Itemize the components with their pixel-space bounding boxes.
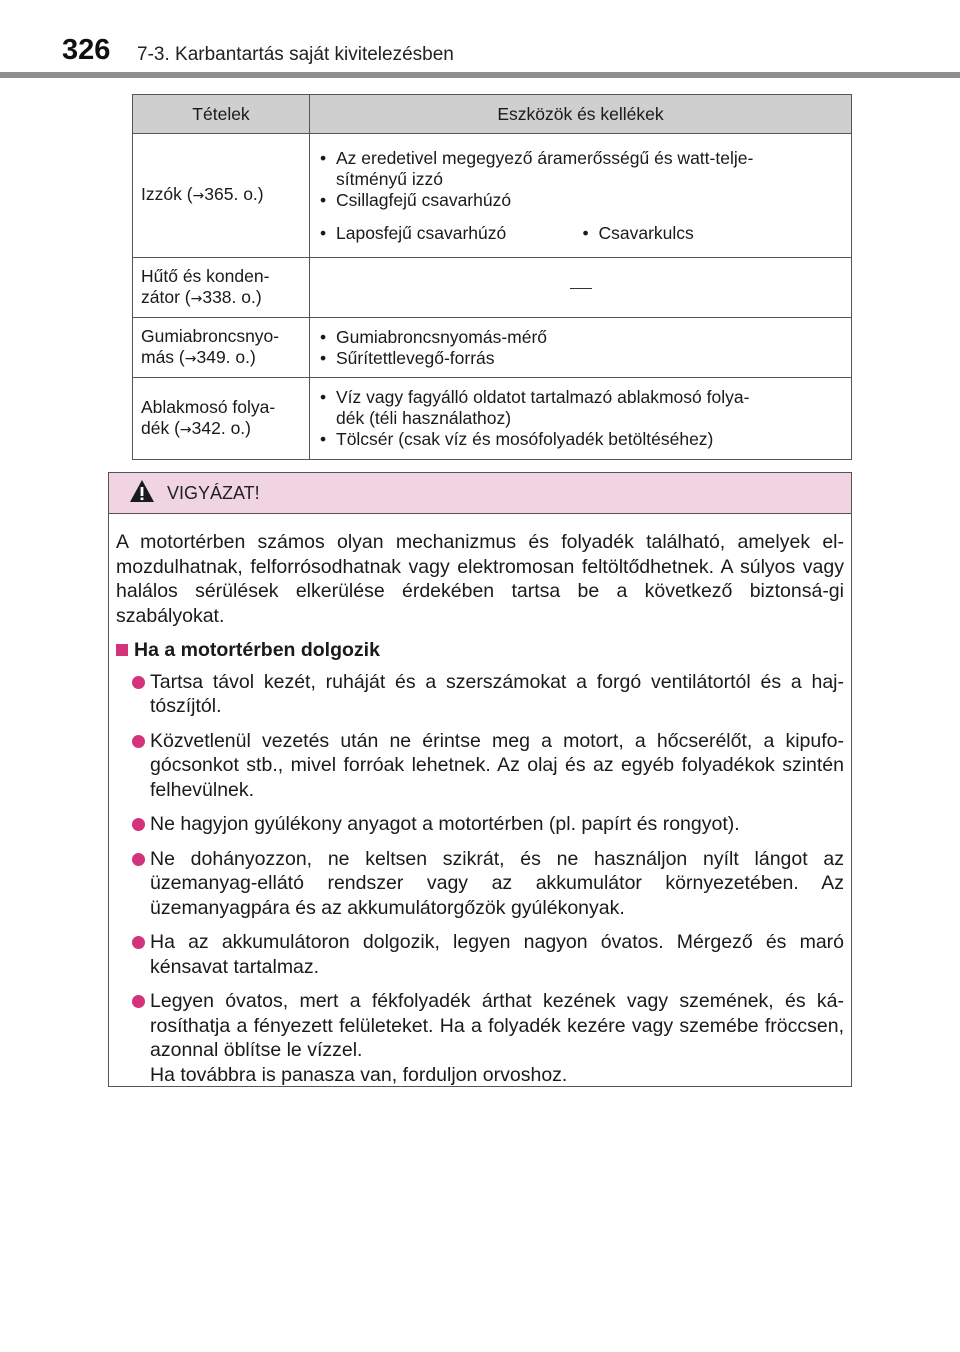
warning-bullet-list	[116, 670, 844, 1088]
table-cell-item: Gumiabroncsnyo- más (→349. o.)	[133, 318, 310, 378]
warning-box	[108, 472, 852, 1087]
circle-bullet-icon	[132, 936, 145, 949]
table-cell-item: Hűtő és konden- zátor (→338. o.)	[133, 258, 310, 318]
list-item: • Víz vagy fagyálló oldatot tartalmazó ablakmosó folya- dék (téli használathoz)	[318, 387, 843, 429]
column-header-items: Tételek	[133, 95, 310, 134]
square-bullet-icon	[116, 644, 128, 656]
page-number: 326	[62, 34, 111, 66]
dash-icon	[570, 288, 592, 289]
table-row	[133, 258, 852, 318]
circle-bullet-icon	[132, 853, 145, 866]
header-rule	[0, 72, 960, 78]
list-item: Ne hagyjon gyúlékony anyagot a motortérben (pl. papírt és rongyot).	[116, 812, 844, 837]
table-cell-tools-empty	[310, 258, 852, 318]
arrow-icon: →	[179, 421, 192, 438]
tools-table	[132, 94, 852, 460]
item-text: Izzók (	[141, 184, 193, 204]
arrow-icon: →	[192, 188, 205, 204]
table-row	[133, 378, 852, 460]
tools-pair-row	[318, 223, 843, 244]
warning-subheading: Ha a motortérben dolgozik	[116, 638, 844, 663]
warning-last-line: Ha továbbra is panasza van, forduljon orvoshoz.	[150, 1063, 568, 1086]
arrow-icon: →	[190, 290, 203, 307]
list-item: • Sűrítettlevegő-forrás	[318, 348, 843, 369]
list-item: Legyen óvatos, mert a fékfolyadék árthat kezének vagy szemének, és ká-rosíthatja a fényezett felületeket. Ha a folyadék kezére vagy szemébe fröccsen, azonnal öblítse le vízzel. Ha továbbra is panasza van, forduljon orvoshoz.	[116, 989, 844, 1087]
list-item: • Az eredetivel megegyező áramerősségű és watt-telje- sítményű izzó	[318, 148, 843, 190]
list-item: • Tölcsér (csak víz és mosófolyadék betöltéséhez)	[318, 429, 843, 450]
list-item: • Csillagfejű csavarhúzó	[318, 190, 843, 211]
warning-triangle-icon	[129, 479, 155, 508]
circle-bullet-icon	[132, 735, 145, 748]
list-item: Tartsa távol kezét, ruháját és a szerszámokat a forgó ventilátortól és a haj-tószíjtól.	[116, 670, 844, 719]
table-header-row	[133, 95, 852, 134]
list-item: • Gumiabroncsnyomás-mérő	[318, 327, 843, 348]
table-cell-tools	[310, 318, 852, 378]
table-cell-tools	[310, 378, 852, 460]
circle-bullet-icon	[132, 818, 145, 831]
table-cell-item	[133, 134, 310, 258]
section-title: 7-3. Karbantartás saját kivitelezésben	[137, 44, 454, 65]
list-item: • Csavarkulcs	[581, 223, 844, 244]
warning-label: VIGYÁZAT!	[167, 482, 260, 503]
warning-header	[109, 473, 851, 514]
list-item: • Laposfejű csavarhúzó	[318, 223, 581, 244]
list-item: Ne dohányozzon, ne keltsen szikrát, és ne használjon nyílt lángot az üzemanyag-ellátó rendszer vagy az akkumulátor környezetében. Az üzemanyagpára és az akkumulátorgőzök gyúlékonyak.	[116, 847, 844, 921]
table-row	[133, 134, 852, 258]
list-item: Közvetlenül vezetés után ne érintse meg a motort, a hőcserélőt, a kipufo-gócsonkot stb., mivel forróak lehetnek. Az olaj és az egyéb folyadékok szintén felhevülnek.	[116, 729, 844, 803]
warning-body	[109, 514, 851, 1087]
list-item: Ha az akkumulátoron dolgozik, legyen nagyon óvatos. Mérgező és maró kénsavat tartalmaz.	[116, 930, 844, 979]
warning-intro: A motortérben számos olyan mechanizmus és folyadék található, amelyek el-mozdulhatnak, felforrósodhatnak vagy elektromosan feltöltődhetnek. A súlyos vagy halálos sérülések elkerülése érdekében tartsa be a következő biztonsá-gi szabályokat.	[116, 531, 844, 627]
table-cell-item: Ablakmosó folya- dék (→342. o.)	[133, 378, 310, 460]
item-page-ref: 365. o.)	[204, 184, 264, 204]
column-header-tools: Eszközök és kellékek	[310, 95, 852, 134]
table-cell-tools	[310, 134, 852, 258]
circle-bullet-icon	[132, 995, 145, 1008]
arrow-icon: →	[184, 350, 197, 367]
table-row	[133, 318, 852, 378]
circle-bullet-icon	[132, 676, 145, 689]
